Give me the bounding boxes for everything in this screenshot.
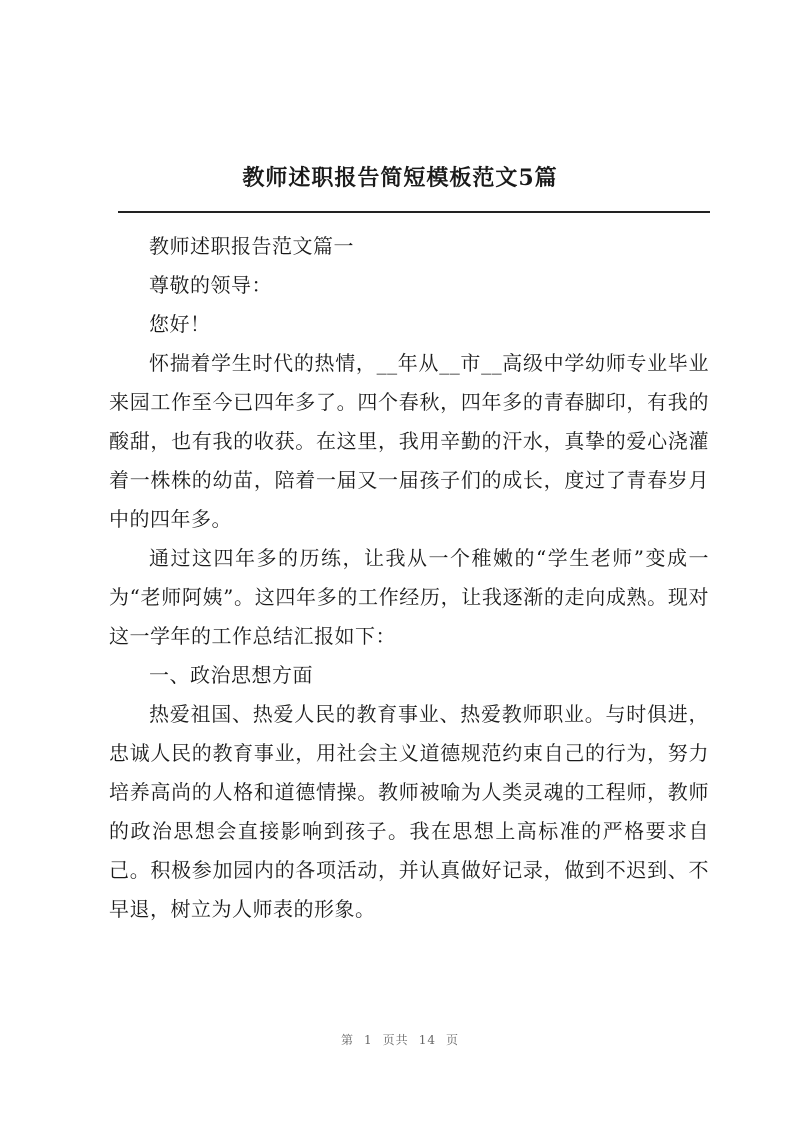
title-divider [118, 211, 710, 213]
page-number-footer [0, 1031, 800, 1048]
footer-suffix: 页 [445, 1033, 459, 1047]
document-title: 教师述职报告简短模板范文5篇 [242, 165, 558, 191]
footer-current-page: 1 [364, 1033, 373, 1047]
footer-total-pages: 14 [418, 1033, 436, 1047]
subsection-heading: 一、政治思想方面 [149, 663, 313, 687]
body-paragraph: 通过这四年多的历练，让我从一个稚嫩的“学生老师”变成一为“老师阿姨”。这四年多的工作经历，让我逐渐的走向成熟。现对这一学年的工作总结汇报如下： [109, 546, 709, 648]
body-paragraph: 热爱祖国、热爱人民的教育事业、热爱教师职业。与时俱进，忠诚人民的教育事业，用社会主义道德规范约束自己的行为，努力培养高尚的人格和道德情操。教师被喻为人类灵魂的工程师，教师的政治思想会直接影响到孩子。我在思想上高标准的严格要求自己。积极参加园内的各项活动，并认真做好记录，做到不迟到、不早退，树立为人师表的形象。 [109, 702, 709, 921]
footer-prefix: 第 [341, 1033, 355, 1047]
salutation: 尊敬的领导： [149, 273, 272, 297]
greeting: 您好！ [149, 312, 211, 336]
body-paragraph: 怀揣着学生时代的热情，__年从__市__高级中学幼师专业毕业来园工作至今已四年多了。四个春秋，四年多的青春脚印，有我的酸甜，也有我的收获。在这里，我用辛勤的汗水，真挚的爱心浇灌着一株株的幼苗，陪着一届又一届孩子们的成长，度过了青春岁月中的四年多。 [109, 351, 709, 531]
footer-middle: 页共 [382, 1033, 409, 1047]
section-heading: 教师述职报告范文篇一 [149, 234, 354, 258]
document-body [109, 227, 709, 929]
